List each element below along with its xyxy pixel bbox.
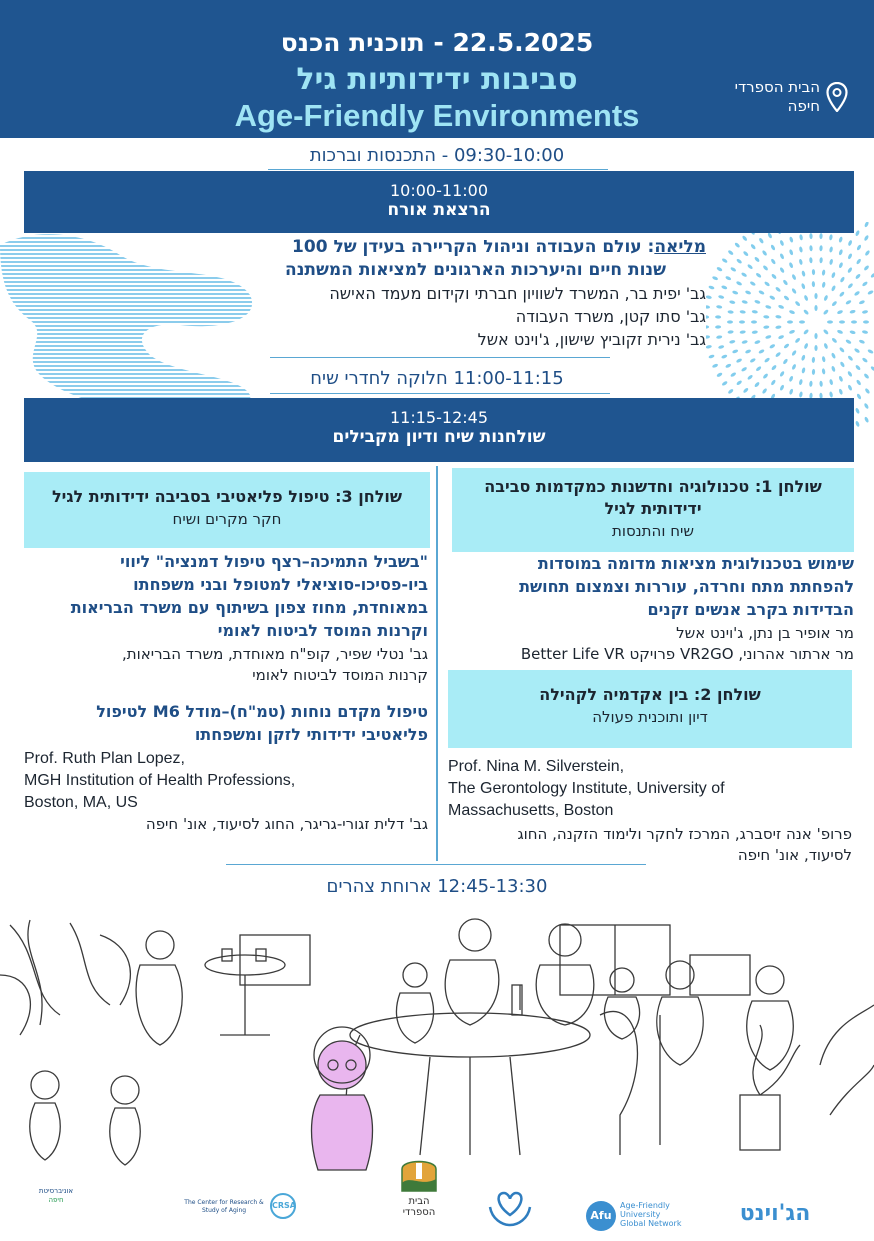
table3-speaker: גב' נטלי שפיר, קופ"ח מאוחדת, משרד הבריאות, bbox=[122, 645, 428, 663]
divider bbox=[268, 169, 608, 170]
table1-speaker: מר ארתור אהרוני, VR2GO פרויקט Better Life VR bbox=[520, 645, 854, 663]
table2-speaker-en: Prof. Nina M. Silverstein, bbox=[448, 758, 625, 775]
table2-speaker-he: פרופ' אנה זיסברג, המרכז לחקר ולימוד הזקנה, החוג bbox=[517, 825, 852, 843]
table3-subtitle: חקר מקרים ושיח bbox=[172, 510, 282, 528]
table2-speaker-he: לסיעוד, אונ' חיפה bbox=[737, 846, 852, 864]
table2-subtitle: דיון ותוכנית פעולה bbox=[592, 708, 708, 726]
discussion-tables-time: 11:15-12:45 bbox=[390, 408, 488, 427]
conference-date-title: 22.5.2025 - תוכנית הכנס bbox=[280, 28, 594, 57]
plenary-title-line2: שנות חיים והיערכות הארגונים למציאות המשתנה bbox=[285, 260, 666, 280]
table1-title: שולחן 1: טכנולוגיה וחדשנות כמקדמות סביבה ידידותית לגיל bbox=[484, 477, 822, 518]
cafe-scene-illustration bbox=[0, 915, 874, 1175]
table2-content bbox=[448, 756, 852, 866]
table1-topic-line: הבדידות בקרב אנשים זקנים bbox=[647, 600, 854, 619]
table2-header bbox=[448, 670, 852, 748]
location-pin-icon bbox=[826, 82, 848, 112]
sponsor-logos bbox=[0, 1175, 874, 1241]
table1-topic-line: להפחתת מתח וחרדה, עוררות וצמצום תחושת bbox=[519, 577, 854, 596]
haifa-university-logo: אוניברסיטת חיפה bbox=[38, 1187, 74, 1204]
discussion-tables-bar bbox=[24, 398, 854, 462]
table3-topic-line: וקרנות המוסד לביטוח לאומי bbox=[217, 621, 428, 640]
age-friendly-network-logo: Age-Friendly University Global Network bbox=[620, 1201, 682, 1228]
speaker: גב' סתו קטן, משרד העבודה bbox=[515, 307, 706, 326]
table3-topic2-line: טיפול מקדם נוחות (טמ"ח)–מודל M6 לטיפול bbox=[96, 702, 428, 721]
table3-speaker-en: Prof. Ruth Plan Lopez, bbox=[24, 750, 185, 767]
joint-logo: הג'וינט bbox=[739, 1201, 811, 1226]
break-time: 11:00-11:15 חלוקה לחדרי שיח bbox=[310, 368, 564, 389]
conference-title-english: Age-Friendly Environments bbox=[234, 98, 640, 133]
venue bbox=[724, 78, 848, 122]
discussion-tables-title: שולחנות שיח ודיון מקבילים bbox=[332, 427, 546, 447]
venue-city: חיפה bbox=[787, 97, 820, 115]
research-center-aging-logo: The Center for Research & Study of Aging bbox=[184, 1199, 264, 1214]
guest-lecture-time: 10:00-11:00 bbox=[390, 181, 488, 200]
plenary-session bbox=[200, 236, 706, 351]
plenary-label: מליאה bbox=[654, 237, 706, 257]
column-divider bbox=[436, 466, 438, 861]
table3-affiliation-en: MGH Institution of Health Professions, bbox=[24, 772, 296, 789]
table3-topic-line: ביו-פסיכו-סוציאלי למטופל ובני משפחתו bbox=[133, 575, 428, 594]
table1-subtitle: שיח והתנסות bbox=[612, 522, 694, 540]
guest-lecture-bar bbox=[24, 171, 854, 233]
table2-title: שולחן 2: בין אקדמיה לקהילה bbox=[539, 685, 761, 704]
table3-topic2-line: פליאטיבי ידידותי לזקן ומשפחתו bbox=[194, 725, 428, 744]
beit-hasfaradi-logo: הבית הספרדי bbox=[396, 1153, 442, 1217]
gathering-time: 09:30-10:00 - התכנסות וברכות bbox=[309, 145, 565, 166]
table1-speaker: מר אופיר בן נתן, ג'וינט אשל bbox=[676, 624, 854, 642]
table3-affiliation-en: Boston, MA, US bbox=[24, 794, 138, 811]
conference-title-hebrew: סביבות ידידותיות גיל bbox=[296, 62, 578, 97]
speaker: גב' יפית בר, המשרד לשוויון חברתי וקידום מעמד האישה bbox=[329, 284, 706, 303]
lunch-time: 12:45-13:30 ארוחת צהרים bbox=[326, 876, 548, 897]
table1-topic-line: שימוש בטכנולוגית מציאות מדומה במוסדות bbox=[537, 554, 854, 573]
table3-title: שולחן 3: טיפול פליאטיבי בסביבה ידידותית לגיל bbox=[52, 487, 402, 506]
plenary-title-line1: : עולם העבודה וניהול הקריירה בעידן של 100 bbox=[292, 237, 655, 257]
divider bbox=[270, 357, 610, 358]
table3-header bbox=[24, 472, 430, 548]
table3-content bbox=[24, 550, 428, 835]
table3-topic-line: "בשביל התמיכה–רצף טיפול דמנציה" ליווי bbox=[120, 552, 428, 571]
divider bbox=[226, 864, 646, 865]
table2-affiliation-en: The Gerontology Institute, University of bbox=[448, 780, 725, 797]
beit-hasfaradi-emblem-icon bbox=[396, 1153, 442, 1193]
guest-lecture-title: הרצאת אורח bbox=[387, 200, 491, 220]
table1-header bbox=[452, 468, 854, 552]
table1-content bbox=[452, 552, 854, 665]
venue-name: הבית הספרדי bbox=[734, 78, 820, 96]
divider bbox=[270, 393, 610, 394]
crsa-logo: CRSA bbox=[270, 1193, 296, 1219]
speaker: גב' נירית זקוביץ שישון, ג'וינט אשל bbox=[477, 330, 706, 349]
table3-topic-line: במאוחדת, מחוז צפון בשיתוף עם משרד הבריאות bbox=[70, 598, 428, 617]
hands-heart-logo-icon bbox=[486, 1185, 534, 1227]
table3-speaker: קרנות המוסד לביטוח לאומי bbox=[252, 666, 428, 684]
table2-affiliation-en: Massachusetts, Boston bbox=[448, 802, 614, 819]
afgn-mark-icon: Afu bbox=[586, 1201, 616, 1231]
table3-speaker: גב' דלית זגורי-גריגר, החוג לסיעוד, אונ' חיפה bbox=[145, 815, 428, 833]
